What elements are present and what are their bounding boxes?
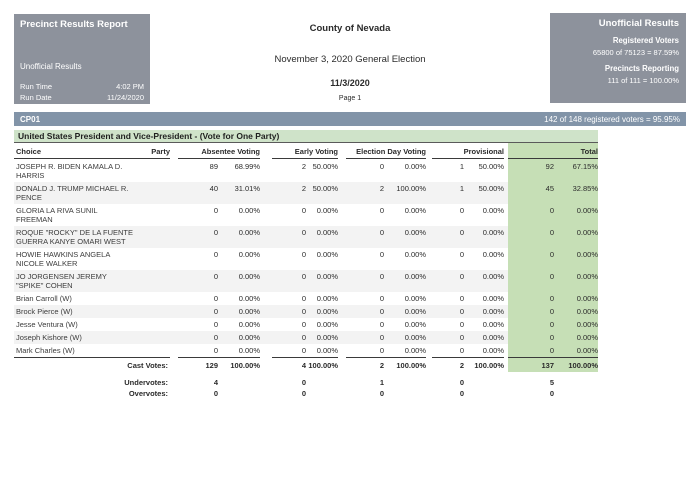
cell-early-votes: 0 <box>301 272 306 281</box>
cell-election-day-pct: 0.00% <box>404 250 426 259</box>
cell-election-day-pct: 0.00% <box>404 162 426 171</box>
run-date-value: 11/24/2020 <box>107 93 144 102</box>
cell-election-day-votes: 0 <box>379 320 384 329</box>
cell-absentee-pct: 0.00% <box>238 333 260 342</box>
cell-provisional-pct: 50.00% <box>478 162 504 171</box>
cast-total-pct: 100.00% <box>568 361 598 370</box>
cell-election-day-pct: 0.00% <box>404 333 426 342</box>
cast-votes-label: Cast Votes: <box>14 357 170 370</box>
cell-early-pct: 0.00% <box>316 294 338 303</box>
cell-absentee-votes: 0 <box>213 272 218 281</box>
cell-provisional-votes: 0 <box>459 294 464 303</box>
cell-provisional-votes: 0 <box>459 320 464 329</box>
cell-total-votes: 0 <box>549 346 554 355</box>
cell-early-votes: 2 <box>301 184 306 193</box>
cell-total-pct: 0.00% <box>576 294 598 303</box>
cell-absentee-votes: 0 <box>213 250 218 259</box>
candidate-name: JO JORGENSEN JEREMY "SPIKE" COHEN <box>16 272 107 290</box>
precincts-reporting-label: Precincts Reporting <box>604 64 679 73</box>
col-header-absentee: Absentee Voting <box>178 146 260 159</box>
cell-election-day-votes: 0 <box>379 333 384 342</box>
cast-election-day-pct: 100.00% <box>396 361 426 370</box>
candidate-party <box>134 344 170 348</box>
cell-early-pct: 0.00% <box>316 250 338 259</box>
cell-absentee-votes: 0 <box>213 320 218 329</box>
candidate-party <box>134 226 170 230</box>
cast-total-votes: 137 <box>541 361 554 370</box>
cell-total-votes: 0 <box>549 307 554 316</box>
cell-early-votes: 0 <box>301 333 306 342</box>
cast-absentee-pct: 100.00% <box>230 361 260 370</box>
candidate-name: Joseph Kishore (W) <box>16 333 82 342</box>
cell-early-votes: 0 <box>301 228 306 237</box>
cell-absentee-pct: 0.00% <box>238 294 260 303</box>
candidate-row <box>14 270 598 292</box>
undervotes-total: 5 <box>549 378 554 387</box>
candidate-party <box>134 160 170 164</box>
report-header-center <box>200 13 500 102</box>
cell-early-votes: 0 <box>301 346 306 355</box>
candidate-row <box>14 344 598 357</box>
cell-absentee-votes: 40 <box>209 184 218 193</box>
col-header-provisional: Provisional <box>432 146 504 159</box>
cell-election-day-pct: 0.00% <box>404 346 426 355</box>
candidate-name: Brock Pierce (W) <box>16 307 73 316</box>
run-date-label: Run Date <box>20 93 52 102</box>
cell-absentee-votes: 0 <box>213 307 218 316</box>
undervotes-row <box>14 377 598 388</box>
undervotes-early: 0 <box>301 378 306 387</box>
candidate-party <box>134 292 170 296</box>
cell-election-day-votes: 0 <box>379 346 384 355</box>
cell-early-pct: 0.00% <box>316 320 338 329</box>
overvotes-provisional: 0 <box>459 389 464 398</box>
cast-provisional-votes: 2 <box>459 361 464 370</box>
candidate-row <box>14 292 598 305</box>
candidate-name: HOWIE HAWKINS ANGELA NICOLE WALKER <box>16 250 110 268</box>
cell-total-pct: 0.00% <box>576 346 598 355</box>
candidate-row <box>14 182 598 204</box>
cell-election-day-votes: 0 <box>379 294 384 303</box>
cell-absentee-votes: 0 <box>213 294 218 303</box>
candidate-row <box>14 305 598 318</box>
cell-early-votes: 0 <box>301 206 306 215</box>
cell-total-pct: 0.00% <box>576 228 598 237</box>
col-header-party: Party <box>151 147 170 156</box>
cell-provisional-pct: 0.00% <box>482 333 504 342</box>
cell-early-pct: 0.00% <box>316 333 338 342</box>
cell-absentee-pct: 0.00% <box>238 320 260 329</box>
cell-absentee-votes: 0 <box>213 346 218 355</box>
cell-provisional-pct: 0.00% <box>482 228 504 237</box>
cell-total-pct: 67.15% <box>572 162 598 171</box>
cell-absentee-pct: 68.99% <box>234 162 260 171</box>
cast-absentee-votes: 129 <box>205 361 218 370</box>
cell-total-votes: 0 <box>549 206 554 215</box>
cell-provisional-pct: 50.00% <box>478 184 504 193</box>
cell-provisional-votes: 0 <box>459 228 464 237</box>
unofficial-results-label: Unofficial Results <box>598 18 679 29</box>
candidate-name: Jesse Ventura (W) <box>16 320 78 329</box>
election-date: 11/3/2020 <box>330 78 370 88</box>
cell-provisional-pct: 0.00% <box>482 294 504 303</box>
cell-total-votes: 45 <box>545 184 554 193</box>
col-header-early: Early Voting <box>272 146 338 159</box>
candidate-party <box>134 331 170 335</box>
cell-total-pct: 0.00% <box>576 206 598 215</box>
candidate-row <box>14 226 598 248</box>
cell-election-day-pct: 0.00% <box>404 320 426 329</box>
cell-provisional-votes: 1 <box>459 162 464 171</box>
undervotes-election-day: 1 <box>379 378 384 387</box>
run-date-row <box>20 93 144 102</box>
overvotes-election-day: 0 <box>379 389 384 398</box>
cell-provisional-pct: 0.00% <box>482 250 504 259</box>
election-title: November 3, 2020 General Election <box>274 54 426 65</box>
cell-total-votes: 0 <box>549 333 554 342</box>
cell-early-pct: 0.00% <box>316 346 338 355</box>
cell-absentee-pct: 0.00% <box>238 307 260 316</box>
overvotes-row <box>14 388 598 399</box>
candidate-party <box>134 318 170 322</box>
cell-election-day-pct: 0.00% <box>404 228 426 237</box>
candidate-row <box>14 248 598 270</box>
cell-total-votes: 0 <box>549 320 554 329</box>
cell-election-day-pct: 0.00% <box>404 272 426 281</box>
cell-provisional-pct: 0.00% <box>482 206 504 215</box>
cell-total-votes: 0 <box>549 228 554 237</box>
candidate-row <box>14 204 598 226</box>
cell-election-day-votes: 0 <box>379 250 384 259</box>
cast-provisional-pct: 100.00% <box>474 361 504 370</box>
cell-total-votes: 0 <box>549 272 554 281</box>
cell-election-day-votes: 0 <box>379 228 384 237</box>
cell-early-pct: 0.00% <box>316 272 338 281</box>
candidate-party <box>134 182 170 186</box>
cell-early-pct: 0.00% <box>316 307 338 316</box>
cell-total-votes: 92 <box>545 162 554 171</box>
cell-election-day-pct: 0.00% <box>404 294 426 303</box>
page-number: Page 1 <box>338 95 362 102</box>
cell-provisional-votes: 0 <box>459 333 464 342</box>
cell-election-day-pct: 0.00% <box>404 206 426 215</box>
cell-election-day-votes: 0 <box>379 272 384 281</box>
cast-early-votes: 4 <box>301 361 306 370</box>
report-title: Precinct Results Report <box>20 19 128 30</box>
cell-election-day-pct: 0.00% <box>404 307 426 316</box>
overvotes-total: 0 <box>549 389 554 398</box>
cell-election-day-pct: 100.00% <box>396 184 426 193</box>
cell-absentee-pct: 0.00% <box>238 228 260 237</box>
cell-provisional-votes: 0 <box>459 206 464 215</box>
cell-election-day-votes: 0 <box>379 307 384 316</box>
contest-title-bar: United States President and Vice-President - (Vote for One Party) <box>14 130 598 143</box>
cell-provisional-votes: 0 <box>459 272 464 281</box>
cell-absentee-votes: 0 <box>213 228 218 237</box>
cell-early-votes: 2 <box>301 162 306 171</box>
candidate-party <box>134 305 170 309</box>
cell-early-pct: 0.00% <box>316 228 338 237</box>
candidate-row <box>14 160 598 182</box>
col-header-election-day: Election Day Voting <box>346 146 426 159</box>
candidate-row <box>14 331 598 344</box>
col-header-total: Total <box>508 146 598 159</box>
precinct-id: CP01 <box>20 114 41 124</box>
candidate-name: Mark Charles (W) <box>16 346 75 355</box>
report-header-right <box>550 13 686 103</box>
cell-provisional-votes: 0 <box>459 307 464 316</box>
col-header-choice: Choice <box>16 147 42 156</box>
cell-early-votes: 0 <box>301 250 306 259</box>
candidate-party <box>134 248 170 252</box>
cell-absentee-votes: 0 <box>213 333 218 342</box>
candidate-party <box>134 204 170 208</box>
cell-early-votes: 0 <box>301 320 306 329</box>
cell-early-votes: 0 <box>301 307 306 316</box>
cell-election-day-votes: 0 <box>379 162 384 171</box>
overvotes-label: Overvotes: <box>128 389 168 398</box>
cell-total-pct: 0.00% <box>576 307 598 316</box>
cell-provisional-pct: 0.00% <box>482 346 504 355</box>
candidate-name: GLORIA LA RIVA SUNIL FREEMAN <box>16 206 98 224</box>
precincts-reporting-value: 111 of 111 = 100.00% <box>607 76 679 85</box>
cell-provisional-pct: 0.00% <box>482 320 504 329</box>
run-time-row <box>20 82 144 91</box>
undervotes-absentee: 4 <box>213 378 218 387</box>
cell-early-pct: 0.00% <box>316 206 338 215</box>
candidate-name: ROQUE "ROCKY" DE LA FUENTE GUERRA KANYE OMARI WEST <box>16 228 134 246</box>
cell-early-votes: 0 <box>301 294 306 303</box>
undervotes-provisional: 0 <box>459 378 464 387</box>
candidate-party <box>134 270 170 274</box>
cell-total-pct: 0.00% <box>576 272 598 281</box>
cell-early-pct: 50.00% <box>312 184 338 193</box>
cell-absentee-pct: 0.00% <box>238 346 260 355</box>
cell-absentee-pct: 31.01% <box>234 184 260 193</box>
cell-absentee-pct: 0.00% <box>238 250 260 259</box>
cell-total-pct: 0.00% <box>576 320 598 329</box>
cell-provisional-votes: 0 <box>459 250 464 259</box>
results-table <box>14 143 598 398</box>
report-subtitle: Unofficial Results <box>20 62 82 71</box>
cast-election-day-votes: 2 <box>379 361 384 370</box>
cell-total-pct: 0.00% <box>576 333 598 342</box>
overvotes-early: 0 <box>301 389 306 398</box>
cell-total-pct: 0.00% <box>576 250 598 259</box>
registered-voters-label: Registered Voters <box>612 36 679 45</box>
cell-absentee-pct: 0.00% <box>238 206 260 215</box>
cell-total-pct: 32.85% <box>572 184 598 193</box>
candidate-name: Brian Carroll (W) <box>16 294 72 303</box>
undervotes-label: Undervotes: <box>124 378 168 387</box>
candidate-name: DONALD J. TRUMP MICHAEL R. PENCE <box>16 184 129 202</box>
table-header-row <box>14 146 598 160</box>
cell-provisional-votes: 0 <box>459 346 464 355</box>
county-title: County of Nevada <box>309 23 391 34</box>
run-time-value: 4:02 PM <box>116 82 144 91</box>
cell-absentee-pct: 0.00% <box>238 272 260 281</box>
candidate-name: JOSEPH R. BIDEN KAMALA D. HARRIS <box>16 162 123 180</box>
overvotes-absentee: 0 <box>213 389 218 398</box>
cell-early-pct: 50.00% <box>312 162 338 171</box>
candidate-row <box>14 318 598 331</box>
cell-election-day-votes: 0 <box>379 206 384 215</box>
cell-total-votes: 0 <box>549 294 554 303</box>
run-time-label: Run Time <box>20 82 53 91</box>
precinct-turnout-stat: 142 of 148 registered voters = 95.95% <box>544 114 680 124</box>
cell-provisional-pct: 0.00% <box>482 272 504 281</box>
cell-total-votes: 0 <box>549 250 554 259</box>
cell-election-day-votes: 2 <box>379 184 384 193</box>
registered-voters-value: 65800 of 75123 = 87.59% <box>592 48 679 57</box>
precinct-bar <box>14 112 686 126</box>
cell-provisional-pct: 0.00% <box>482 307 504 316</box>
cell-absentee-votes: 0 <box>213 206 218 215</box>
cell-absentee-votes: 89 <box>209 162 218 171</box>
cell-provisional-votes: 1 <box>459 184 464 193</box>
cast-votes-row <box>14 357 598 371</box>
cast-early-pct: 100.00% <box>308 361 338 370</box>
report-header-left <box>14 14 150 104</box>
